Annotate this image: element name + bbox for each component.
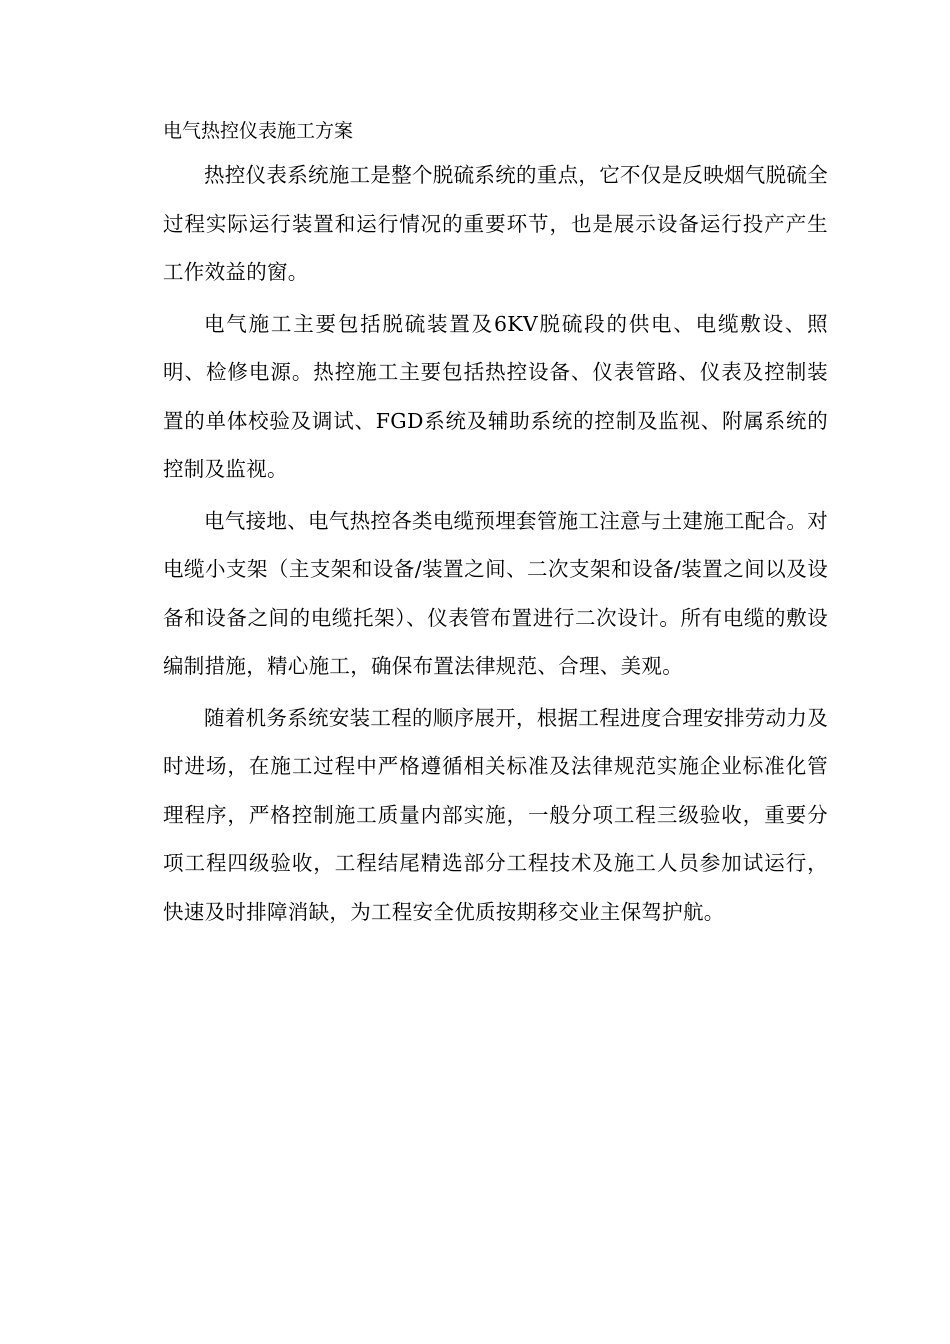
paragraph-3: 电气接地、电气热控各类电缆预埋套管施工注意与土建施工配合。对电缆小支架（主支架和设备/装置之间、二次支架和设备/装置之间以及设备和设备之间的电缆托架）、仪表管布置进行二次设计。所有电缆的敷设编制措施，精心施工，确保布置法律规范、合理、美观。: [163, 508, 828, 678]
document-title: 电气热控仪表施工方案: [163, 120, 354, 142]
paragraph-4: 随着机务系统安装工程的顺序展开，根据工程进度合理安排劳动力及时进场，在施工过程中严格遵循相关标准及法律规范实施企业标准化管理程序，严格控制施工质量内部实施，一般分项工程三级验收，重要分项工程四级验收，工程结尾精选部分工程技术及施工人员参加试运行，快速及时排障消缺，为工程安全优质按期移交业主保驾护航。: [163, 705, 828, 924]
paragraph-1: 热控仪表系统施工是整个脱硫系统的重点，它不仅是反映烟气脱硫全过程实际运行装置和运行情况的重要环节，也是展示设备运行投产产生工作效益的窗。: [163, 163, 828, 284]
document-body: [163, 111, 828, 939]
paragraph-2: 电气施工主要包括脱硫装置及6KV脱硫段的供电、电缆敷设、照明、检修电源。热控施工主要包括热控设备、仪表管路、仪表及控制装置的单体校验及调试、FGD系统及辅助系统的控制及监视、附属系统的控制及监视。: [163, 311, 828, 481]
